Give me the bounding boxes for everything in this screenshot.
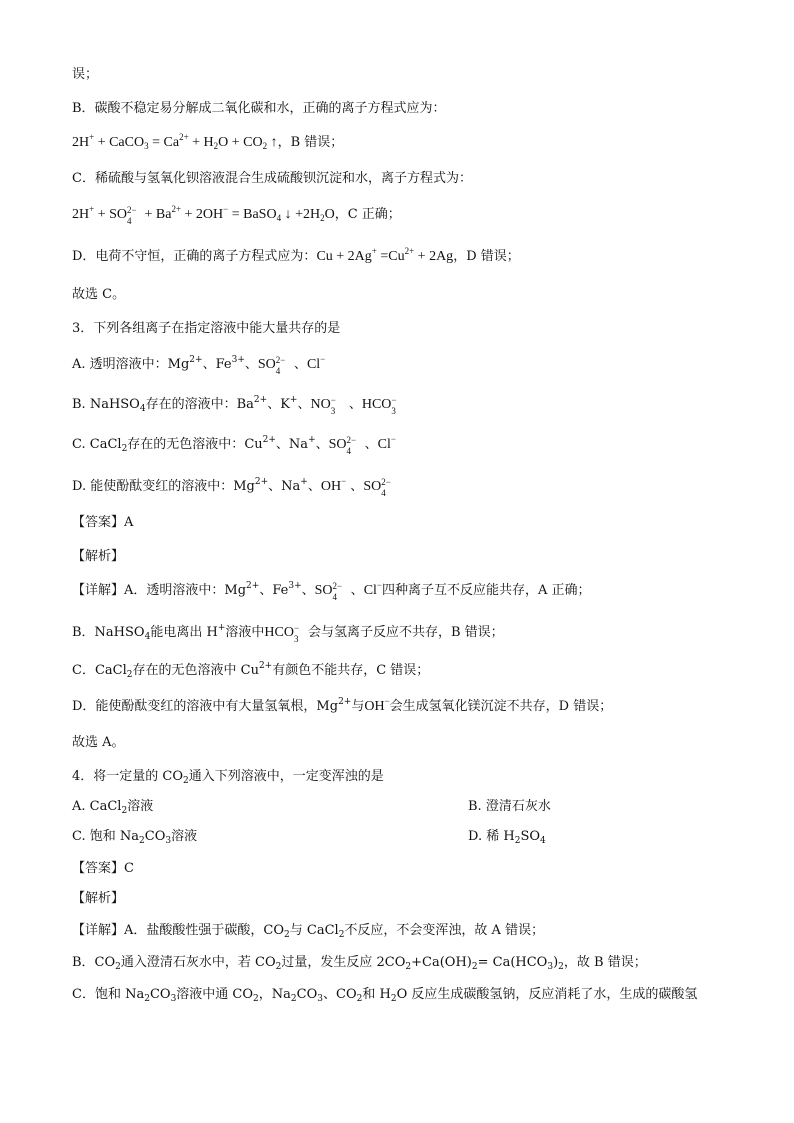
text: 不反应，不会变浑浊，故 A 错误； (344, 923, 545, 938)
text: 通入下列溶液中，一定变浑浊的是 (188, 769, 384, 784)
option-4d: D. 稀 $H_2SO_4$ (468, 829, 546, 846)
text: D．电荷不守恒，正确的离子方程式应为： (72, 249, 317, 264)
text: 误； (72, 67, 99, 82)
text: A. 透明溶液中： (72, 357, 168, 372)
text: 【详解】 (72, 583, 125, 598)
text: 故选 C。 (72, 287, 126, 302)
text: C．饱和 Na (72, 987, 145, 1002)
question-3 (72, 320, 340, 338)
answer-value: A (124, 515, 134, 530)
answer-3 (72, 514, 133, 532)
text-line (72, 100, 446, 118)
text: 存在的无色溶液中 Cu (132, 663, 259, 678)
text: 3．下列各组离子在指定溶液中能大量共存的是 (72, 321, 341, 336)
text: B．NaHSO (72, 625, 145, 640)
text: 会与氢离子反应不共存，B 错误； (307, 625, 504, 640)
text-line (72, 734, 125, 752)
equation-line (72, 206, 401, 224)
answer-4 (72, 860, 134, 878)
option-3b: B. NaHSO$_4$存在的溶液中：$Ba^{2+}$、K+、NO − 3 、HCO − 3 (72, 395, 397, 416)
text: B．碳酸不稳定易分解成二氧化碳和水，正确的离子方程式应为： (72, 101, 446, 116)
text: 【解析】 (72, 549, 125, 564)
text: = Ca(HCO (477, 955, 548, 970)
text: 【解析】 (72, 891, 125, 906)
text: 、CO (323, 987, 357, 1002)
option-3a: A. 透明溶液中：$Mg^{2+}$、$Fe^{3+}$、SO 2− 4 、Cl− (72, 354, 326, 376)
text: D．能使酚酞变红的溶液中有大量氢氧根，Mg (72, 699, 339, 714)
text: B．CO (72, 955, 116, 970)
answer-label: 【答案】 (72, 515, 125, 530)
equation: 2H+ + CaCO$_3$ = $Ca^{2+} + H_2O + CO_2$ ↑ (72, 132, 278, 151)
text: C．CaCl (72, 663, 127, 678)
analysis-label (72, 548, 124, 566)
text: 溶液中通 CO (176, 987, 254, 1002)
text: 【详解】 (72, 923, 125, 938)
text: 存在的无色溶液中： (127, 437, 245, 452)
options-4-row2 (72, 828, 546, 846)
text: O 反应生成碳酸氢钠，反应消耗了水，生成的碳酸氢 (396, 987, 698, 1002)
text: A．盐酸酸性强于碳酸，CO (124, 923, 285, 938)
text: B. NaHSO (72, 397, 140, 412)
text: ，B 错误； (277, 135, 344, 150)
text-line (72, 170, 472, 188)
explanation-4c: C．饱和 $Na_2CO_3$溶液中通 $CO_2$，$Na_2CO_3$、$CO_2$和 $H_2O$ 反应生成碳酸氢钠，反应消耗了水，生成的碳酸氢 (72, 987, 698, 1004)
text: 4．将一定量的 CO (72, 769, 184, 784)
text: D. 能使酚酞变红的溶液中： (72, 479, 234, 494)
text: 溶液中 (225, 625, 265, 640)
text: C．稀硫酸与氢氧化钡溶液混合生成硫酸钡沉淀和水，离子方程式为： (72, 171, 472, 186)
explanation-3c: C．CaCl$_2$存在的无色溶液中 $Cu^{2+}$有颜色不能共存，C 错误； (72, 661, 430, 680)
explanation-3d: D．能使酚酞变红的溶液中有大量氢氧根，$Mg^{2+}$与OH−会生成氢氧化镁沉淀不共存，D 错误； (72, 696, 613, 714)
question-4: 4．将一定量的 $CO_2$通入下列溶液中，一定变浑浊的是 (72, 769, 384, 786)
explanation-4a: 【详解】A．盐酸酸性强于碳酸，$CO_2$与 CaCl$_2$不反应，不会变浑浊，故 A 错误； (72, 923, 545, 940)
text: 通入澄清石灰水中，若 CO (120, 955, 276, 970)
text: ，故 B 错误； (563, 955, 647, 970)
text: C. CaCl (72, 437, 122, 452)
analysis-label (72, 890, 124, 908)
option-4b: B. 澄清石灰水 (468, 799, 551, 814)
option-4c: C. 饱和 $Na_2CO_3$溶液 (72, 829, 198, 846)
explanation-3b: B．NaHSO$_4$能电离出 H+溶液中HCO − 3 会与氢离子反应不共存，B 错误； (72, 623, 504, 644)
text: ，C 正确； (334, 207, 401, 222)
text-line (72, 248, 520, 266)
text-line (72, 66, 98, 84)
text: ，Na (258, 987, 291, 1002)
text: 有颜色不能共存，C 错误； (272, 663, 430, 678)
text: 故选 A。 (72, 735, 125, 750)
text: 过量，发生反应 2CO (281, 955, 406, 970)
text: 四种离子互不反应能共存，A 正确； (382, 583, 591, 598)
text: ，D 错误； (453, 249, 520, 264)
text: 与 (351, 699, 365, 714)
answer-value: C (124, 861, 134, 876)
explanation-3a: 【详解】A．透明溶液中：$Mg^{2+}$、$Fe^{3+}$、SO 2− 4 、Cl−四种离子互不反应能共存，A 正确； (72, 580, 591, 602)
answer-label: 【答案】 (72, 861, 125, 876)
equation-line (72, 134, 343, 152)
explanation-4b: B．$CO_2$通入澄清石灰水中，若 $CO_2$过量，发生反应 $2CO_2+Ca(OH)_2= Ca(HCO_3)_2$，故 B 错误； (72, 955, 647, 972)
text: 存在的溶液中： (145, 397, 237, 412)
options-4-row1 (72, 798, 551, 816)
text: 与 CaCl (289, 923, 339, 938)
text: 会生成氢氧化镁沉淀不共存，D 错误； (389, 699, 613, 714)
option-3c: C. CaCl$_2$存在的无色溶液中：$Cu^{2+}$、Na+、SO 2− 4 、Cl− (72, 434, 396, 456)
text: 能电离出 H (150, 625, 218, 640)
equation: 2H+ + SO 2− 4 + $Ba^{2+} + 2OH^-$ = BaSO$_4$ ↓ $+2H_2O$ (72, 204, 335, 226)
text: +Ca(OH) (411, 955, 472, 970)
text-line (72, 286, 125, 304)
text: A．透明溶液中： (124, 583, 225, 598)
text: 和 H (362, 987, 391, 1002)
option-3d: D. 能使酚酞变红的溶液中：$Mg^{2+}$、Na+、OH− 、SO 2− 4 (72, 476, 391, 498)
equation: $Cu + 2Ag^+ =Cu^{2+} + 2Ag$ (316, 246, 454, 264)
option-4a: A. CaCl$_2$溶液 (72, 799, 154, 816)
